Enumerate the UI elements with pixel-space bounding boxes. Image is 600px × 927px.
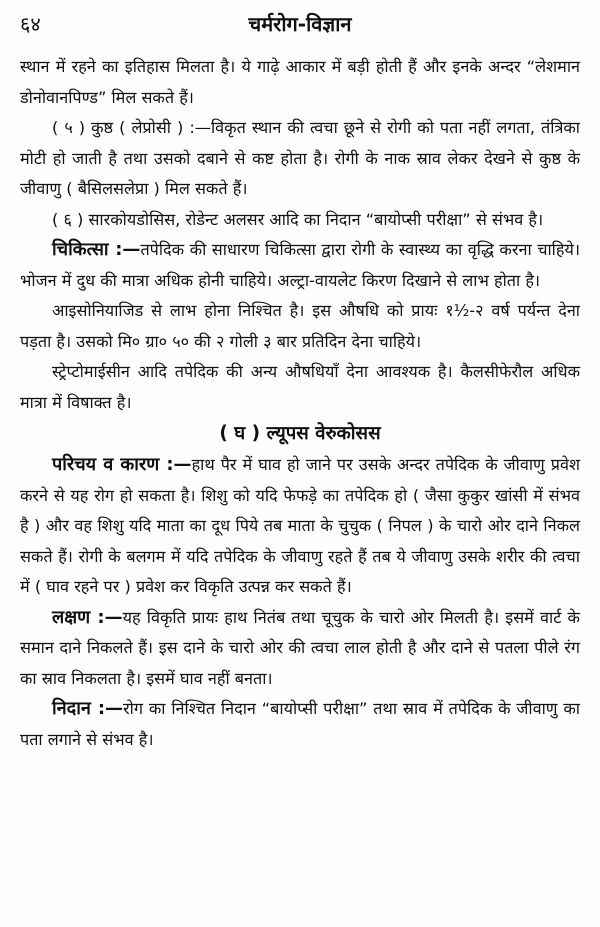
treatment-heading: चिकित्सा :— xyxy=(52,239,141,260)
page-header xyxy=(20,10,580,52)
paragraph-diagnosis xyxy=(20,694,580,755)
symptoms-text: यह विकृति प्रायः हाथ नितंब तथा चूचुक के चारो ओर मिलती है। इसमें वार्ट के समान दाने निकलते हैं। इस दाने के चारो ओर की त्वचा लाल होती है और दाने से पतला पीले रंग का स्राव निकलता है। इसमें घाव नहीं बनता। xyxy=(20,607,580,688)
diagnosis-heading: निदान :— xyxy=(52,698,124,719)
introduction-heading: परिचय व कारण :— xyxy=(52,454,192,475)
paragraph-1: स्थान में रहने का इतिहास मिलता है। ये गाढ़े आकार में बड़ी होती हैं और इनके अन्दर “लेशमान डोनोवानपिण्ड” मिल सकते हैं। xyxy=(20,57,580,107)
paragraph-sarcoidosis: ( ६ ) सारकोयडोसिस, रोडेन्ट अलसर आदि का निदान “बायोप्सी परीक्षा” से संभव है। xyxy=(52,209,544,229)
symptoms-heading: लक्षण :— xyxy=(52,606,123,628)
treatment-text: तपेदिक की साधारण चिकित्सा द्वारा रोगी के स्वास्थ्य का वृद्धि करना चाहिये। भोजन में दुध की मात्रा अधिक होनी चाहिये। अल्ट्रा-वायलेट किरण दिखाने से लाभ होता है। xyxy=(20,240,580,290)
paragraph-isoniazid: आइसोनियाजिड से लाभ होना निश्चित है। इस औषधि को प्रायः १½-२ वर्ष पर्यन्त देना पड़ता है। उसको मि० ग्रा० ५० की २ गोली ३ बार प्रतिदिन देना चाहिये। xyxy=(20,301,580,351)
section-title: ( घ ) ल्यूपस वेरुकोसस xyxy=(219,423,381,444)
paragraph-leprosy: ( ५ ) कुष्ठ ( लेप्रोसी ) :—विकृत स्थान की त्वचा छूने से रोगी को पता नहीं लगता, तंत्रिका मोटी हो जाती है तथा उसको दबाने से कष्ट होता है। रोगी के नाक स्राव लेकर देखने से कुष्ठ के जीवाणु ( बैसिलसलेप्रा ) मिल सकते हैं। xyxy=(20,118,580,198)
page-number: ६४ xyxy=(20,12,41,36)
paragraph-treatment xyxy=(20,235,580,296)
paragraph-streptomycin: स्ट्रेप्टोमाईसीन आदि तपेदिक की अन्य औषधियाँ देना आवश्यक है। कैलसीफेरौल अधिक मात्रा में विषाक्त है। xyxy=(20,362,580,412)
paragraph-symptoms xyxy=(20,603,580,695)
diagnosis-text: रोग का निश्चित निदान “बायोप्सी परीक्षा” तथा स्राव में तपेदिक के जीवाणु का पता लगाने से संभव है। xyxy=(20,699,580,749)
paragraph-introduction xyxy=(20,450,580,603)
introduction-text: हाथ पैर में घाव हो जाने पर उसके अन्दर तपेदिक के जीवाणु प्रवेश करने से यह रोग हो सकता है। शिशु को यदि फेफड़े का तपेदिक हो ( जैसा कुकुर खांसी में संभव है ) और वह शिशु यदि माता का दूध पिये तब माता के चुचुक ( निपल ) के चारो ओर दाने निकल सकते हैं। रोगी के बलगम में यदि तपेदिक के जीवाणु रहते हैं तब ये जीवाणु उसके शरीर की त्वचा में ( घाव रहने पर ) प्रवेश कर विकृति उत्पन्न कर सकते हैं। xyxy=(20,455,580,596)
running-title: चर्मरोग-विज्ञान xyxy=(248,12,352,36)
